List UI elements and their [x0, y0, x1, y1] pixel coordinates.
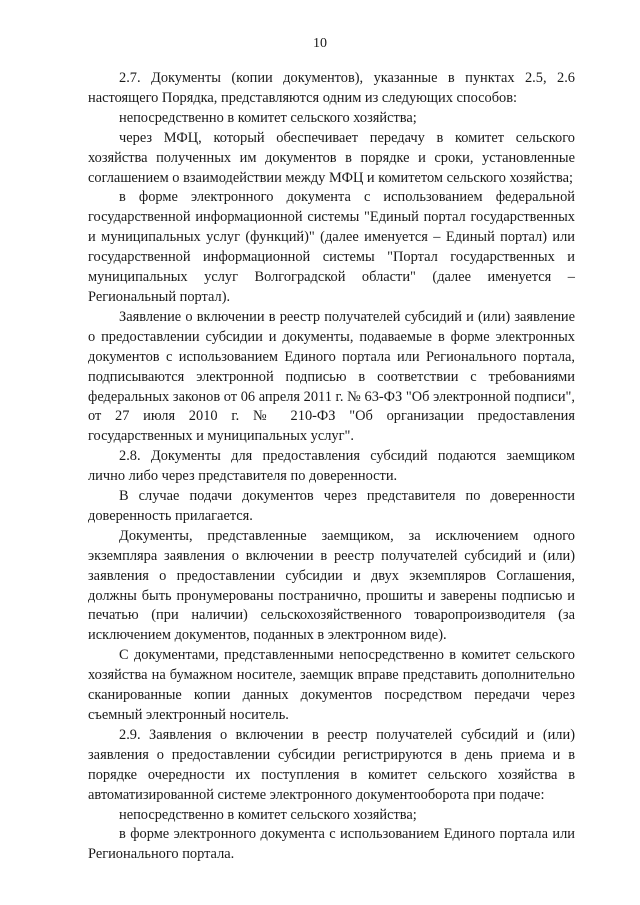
- page-number: 10: [313, 36, 327, 51]
- paragraph: через МФЦ, который обеспечивает передачу в комитет сельского хозяйства полученных им документов в порядке и сроки, установленные соглашением о взаимодействии между МФЦ и комитетом сельского хозяйства;: [88, 129, 575, 186]
- paragraph: Документы, представленные заемщиком, за исключением одного экземпляра заявления о включении в реестр получателей субсидий и (или) заявления о предоставлении субсидии и двух экземпляров Соглашения, должны быть пронумерованы постранично, прошиты и заверены подписью и печатью (при наличии) сельскохозяйственного товаропроизводителя (за исключением документов, поданных в электронном виде).: [88, 527, 575, 644]
- paragraph: 2.7. Документы (копии документов), указанные в пунктах 2.5, 2.6 настоящего Порядка, представляются одним из следующих способов:: [88, 70, 575, 106]
- document-body: [88, 69, 575, 865]
- paragraph: 2.9. Заявления о включении в реестр получателей субсидий и (или) заявления о предоставлении субсидии регистрируются в день приема и в порядке очередности их поступления в комитет сельского хозяйства в автоматизированной системе электронного документооборота при подаче:: [88, 726, 575, 803]
- paragraph: в форме электронного документа с использованием Единого портала или Регионального портала.: [88, 826, 575, 863]
- paragraph: непосредственно в комитет сельского хозяйства;: [119, 109, 417, 126]
- paragraph: В случае подачи документов через представителя по доверенности доверенность прилагается.: [88, 488, 575, 524]
- paragraph: С документами, представленными непосредственно в комитет сельского хозяйства на бумажном носителе, заемщик вправе представить дополнительно сканированные копии данных документов посредством передачи через съемный электронный носитель.: [88, 647, 575, 723]
- paragraph: в форме электронного документа с использованием федеральной государственной информационной системы "Единый портал государственных и муниципальных услуг (функций)" (далее именуется – Единый портал) или государственной информационной системы "Портал государственных и муниципальных услуг Волгоградской области" (далее именуется – Региональный портал).: [88, 189, 575, 305]
- paragraph: Заявление о включении в реестр получателей субсидий и (или) заявление о предоставлении субсидии и документы, подаваемые в форме электронных документов с использованием Единого портала или Регионального портала, подписываются электронной подписью в соответствии с требованиями федеральных законов от 06 апреля 2011 г. № 63-ФЗ "Об электронной подписи", от 27 июля 2010 г. № 210-ФЗ "Об организации предоставления государственных и муниципальных услуг".: [88, 308, 575, 445]
- paragraph: непосредственно в комитет сельского хозяйства;: [119, 806, 417, 823]
- paragraph: 2.8. Документы для предоставления субсидий подаются заемщиком лично либо через представителя по доверенности.: [88, 448, 575, 485]
